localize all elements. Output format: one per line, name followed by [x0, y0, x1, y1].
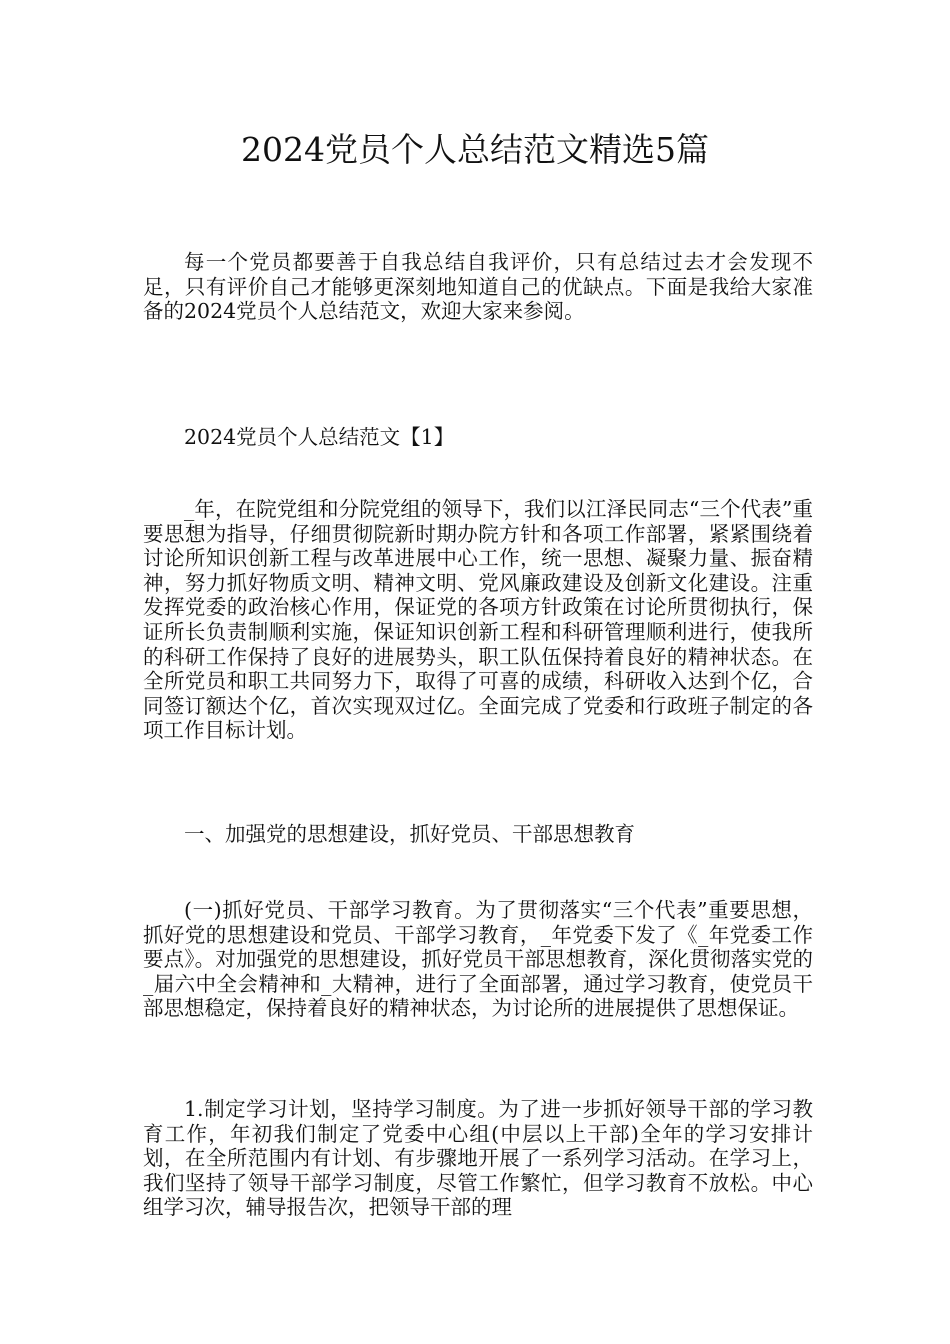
section-heading-1: 2024党员个人总结范文【1】: [184, 425, 455, 449]
body-paragraph-3: 1.制定学习计划，坚持学习制度。为了进一步抓好领导干部的学习教育工作，年初我们制定了党委中心组(中层以上干部)全年的学习安排计划，在全所范围内有计划、有步骤地开展了一系列学习活动。在学习上，我们坚持了领导干部学习制度，尽管工作繁忙，但学习教育不放松。中心组学习次，辅导报告次，把领导干部的理: [143, 1097, 813, 1220]
intro-paragraph: 每一个党员都要善于自我总结自我评价，只有总结过去才会发现不足，只有评价自己才能够更深刻地知道自己的优缺点。下面是我给大家准备的2024党员个人总结范文，欢迎大家来参阅。: [143, 250, 813, 324]
document-title: 2024党员个人总结范文精选5篇: [241, 130, 709, 169]
section-heading-2: 一、加强党的思想建设，抓好党员、干部思想教育: [184, 822, 635, 846]
body-paragraph-2: (一)抓好党员、干部学习教育。为了贯彻落实“三个代表”重要思想，抓好党的思想建设和党员、干部学习教育，_年党委下发了《_年党委工作要点》。对加强党的思想建设，抓好党员干部思想教育，深化贯彻落实党的_届六中全会精神和_大精神，进行了全面部署，通过学习教育，使党员干部思想稳定，保持着良好的精神状态，为讨论所的进展提供了思想保证。: [143, 898, 813, 1021]
body-paragraph-1: _年，在院党组和分院党组的领导下，我们以江泽民同志“三个代表”重要思想为指导，仔细贯彻院新时期办院方针和各项工作部署，紧紧围绕着讨论所知识创新工程与改革进展中心工作，统一思想、凝聚力量、振奋精神，努力抓好物质文明、精神文明、党风廉政建设及创新文化建设。注重发挥党委的政治核心作用，保证党的各项方针政策在讨论所贯彻执行，保证所长负责制顺利实施，保证知识创新工程和科研管理顺利进行，使我所的科研工作保持了良好的进展势头，职工队伍保持着良好的精神状态。在全所党员和职工共同努力下，取得了可喜的成绩，科研收入达到个亿，合同签订额达个亿，首次实现双过亿。全面完成了党委和行政班子制定的各项工作目标计划。: [143, 497, 813, 743]
